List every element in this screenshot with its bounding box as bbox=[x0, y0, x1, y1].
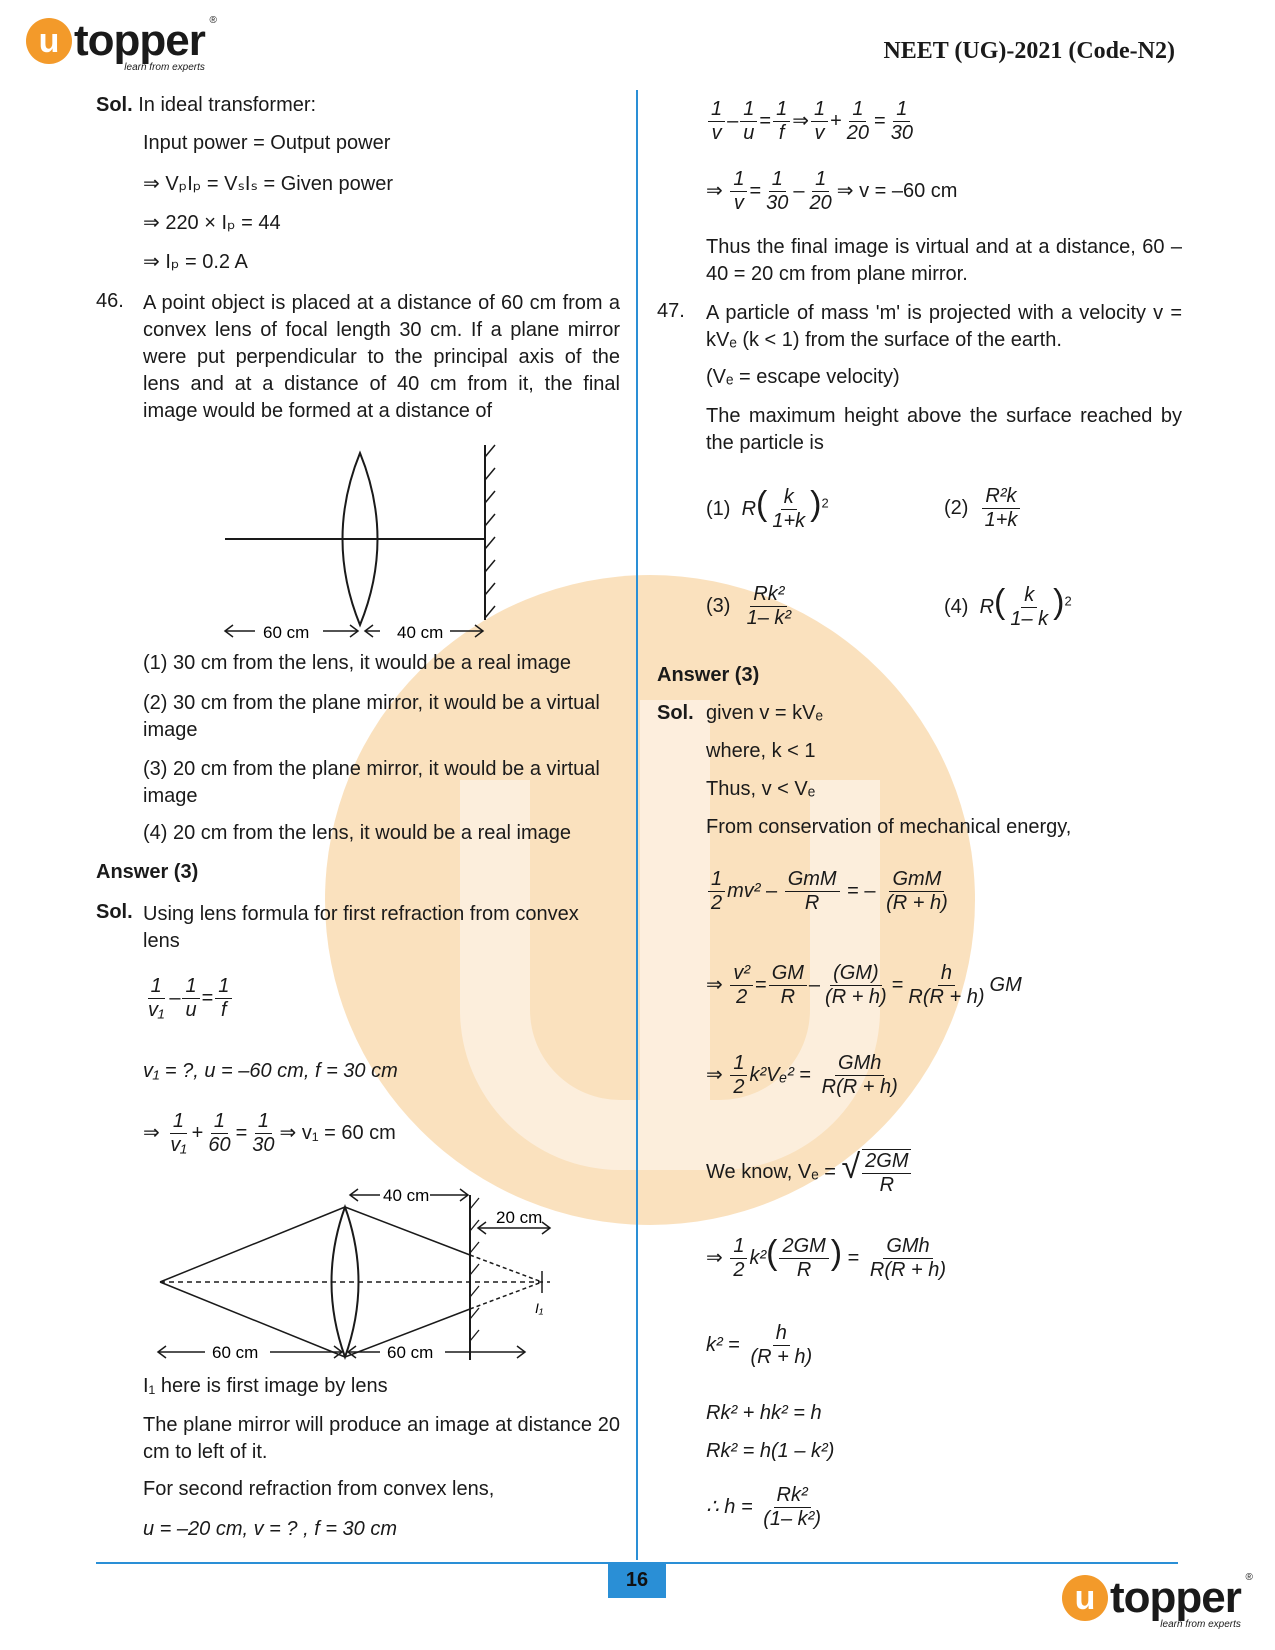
logo-tagline: learn from experts bbox=[124, 62, 205, 73]
header-logo bbox=[26, 15, 217, 73]
fig2-label-i1: I₁ bbox=[535, 1300, 544, 1316]
q47-number: 47. bbox=[657, 300, 685, 322]
sol47-where: where, k < 1 bbox=[706, 740, 816, 762]
q47-answer: Answer (3) bbox=[657, 664, 760, 686]
i1-text: I₁ here is first image by lens bbox=[143, 1375, 388, 1397]
fig2-label-60b: 60 cm bbox=[387, 1343, 434, 1360]
conclusion-text: Thus the final image is virtual and at a distance, 60 – 40 = 20 cm from plane mirror. bbox=[706, 236, 1182, 285]
given-values: v₁ = ?, u = –60 cm, f = 30 cm bbox=[143, 1060, 398, 1082]
exam-title: NEET (UG)-2021 (Code-N2) bbox=[883, 38, 1175, 64]
eq1: $\frac{1}{v}$ – $\frac{1}{u}$ = $\frac{1}{f}$ ⇒ $\frac{1}{v}$ + $\frac{1}{20}$ = $\frac{1}{30}$ bbox=[706, 98, 918, 145]
sol47-given: given v = kVₑ bbox=[706, 702, 823, 724]
eq-b: ⇒ $\frac{\text{v²}}{2}$ = $\frac{GM}{R}$ – $\frac{(GM)}{(R + h)}$ = $\frac{h}{R(R + h)}$ GM bbox=[706, 962, 1022, 1008]
mirror-text: The plane mirror will produce an image at distance 20 cm to left of it. bbox=[143, 1414, 620, 1463]
footer-logo-tagline: learn from experts bbox=[1160, 1619, 1241, 1630]
fig2-label-60a: 60 cm bbox=[212, 1343, 259, 1360]
q46-option-1: (1) 30 cm from the lens, it would be a real image bbox=[143, 652, 571, 674]
q47-option-4[interactable]: (4) R( $\frac{k}{1- k}$ )$^2$ bbox=[944, 583, 1072, 631]
registered-mark: ® bbox=[209, 15, 217, 26]
footer-logo-u-icon: u bbox=[1062, 1575, 1108, 1621]
page-number: 16 bbox=[608, 1562, 666, 1598]
eq-g: Rk² = h(1 – k²) bbox=[706, 1440, 835, 1462]
q47-option-3[interactable]: (3) $\frac{\text{Rk²}}{\text{1– k²}}$ bbox=[706, 583, 792, 629]
sol45-line3: ⇒ 220 × Iₚ = 44 bbox=[143, 212, 281, 234]
second-values: u = –20 cm, v = ? , f = 30 cm bbox=[143, 1518, 398, 1540]
fig1-label-60: 60 cm bbox=[263, 623, 310, 642]
sol46-label: Sol. bbox=[96, 901, 133, 923]
sol47-thus: Thus, v < Vₑ bbox=[706, 778, 816, 800]
q46-number: 46. bbox=[96, 290, 124, 312]
sol45-line2: ⇒ VₚIₚ = VₛIₛ = Given power bbox=[143, 173, 394, 195]
we-know: We know, Vₑ = √ $\frac{2GM}{R}$ bbox=[706, 1148, 913, 1197]
eq-h: ∴ h = $\frac{\text{Rk²}}{\text{(1– k²)}}$ bbox=[706, 1484, 821, 1530]
q46-text: A point object is placed at a distance of 60 cm from a convex lens of focal length 30 cm. If a plane mirror were put perpendicular to the principal axis of the lens and at a distance of 40 cm from it, the final image would be formed at a distance of bbox=[143, 292, 620, 422]
eq-d: ⇒ $\frac{1}{2}$ k²( $\frac{2GM}{R}$ ) = $\frac{\text{GMh}}{R(R + h)}$ bbox=[706, 1234, 947, 1282]
eq-e: k² = $\frac{h}{(R + h)}$ bbox=[706, 1322, 813, 1368]
footer-logo-word: topper bbox=[1110, 1573, 1241, 1622]
footer-logo bbox=[1062, 1572, 1253, 1630]
sol45-line4: ⇒ Iₚ = 0.2 A bbox=[143, 251, 248, 273]
fig1-label-40: 40 cm bbox=[397, 623, 444, 642]
eq-v1: ⇒ $\frac{1}{\text{v₁}}$ + $\frac{1}{60}$ = $\frac{1}{30}$ ⇒ v₁ = 60 cm bbox=[143, 1110, 396, 1156]
sol46-text: Using lens formula for first refraction from convex lens bbox=[143, 903, 579, 952]
figure-ray-diagram bbox=[150, 1185, 570, 1360]
q46-answer: Answer (3) bbox=[96, 861, 199, 883]
sol47-label: Sol. bbox=[657, 702, 694, 724]
column-divider bbox=[636, 90, 638, 1560]
eq2: ⇒ $\frac{1}{v}$ = $\frac{1}{30}$ – $\frac{1}{20}$ ⇒ v = –60 cm bbox=[706, 168, 958, 214]
footer-registered-mark: ® bbox=[1245, 1572, 1253, 1583]
q47-text: A particle of mass 'm' is projected with a velocity v = kVₑ (k < 1) from the surface of the earth. bbox=[706, 302, 1182, 351]
eq-a: $\frac{1}{2}$ mv² – $\frac{\text{GmM}}{R}$ = – $\frac{\text{GmM}}{(R + h)}$ bbox=[706, 868, 953, 915]
q47-option-1[interactable]: (1) R( $\frac{k}{1+k}$ )$^2$ bbox=[706, 485, 829, 533]
logo-word: topper bbox=[74, 16, 205, 65]
sol47-energy: From conservation of mechanical energy, bbox=[706, 816, 1072, 838]
q46-option-3: (3) 20 cm from the plane mirror, it would be a virtual image bbox=[143, 758, 600, 807]
watermark-logo-arrow bbox=[640, 700, 710, 1100]
sol45-line1: Input power = Output power bbox=[143, 132, 391, 154]
fig2-label-20: 20 cm bbox=[496, 1208, 543, 1227]
sol45: Sol. In ideal transformer: bbox=[96, 94, 317, 116]
q46-option-2: (2) 30 cm from the plane mirror, it would be a virtual image bbox=[143, 692, 600, 741]
eq-c: ⇒ $\frac{1}{2}$ k²Vₑ² = $\frac{\text{GMh}}{R(R + h)}$ bbox=[706, 1052, 898, 1098]
q47-option-2[interactable]: (2) $\frac{\text{R²k}}{1+k}$ bbox=[944, 485, 1022, 532]
q47-text2: The maximum height above the surface reached by the particle is bbox=[706, 405, 1182, 454]
eq-f: Rk² + hk² = h bbox=[706, 1402, 822, 1424]
second-refraction: For second refraction from convex lens, bbox=[143, 1478, 495, 1500]
lens-formula: $\frac{1}{\text{v₁}}$ – $\frac{1}{u}$ = $\frac{1}{f}$ bbox=[143, 975, 234, 1022]
fig2-label-40: 40 cm bbox=[383, 1186, 430, 1205]
q47-ve: (Vₑ = escape velocity) bbox=[706, 366, 900, 388]
figure-lens-mirror bbox=[215, 435, 505, 645]
q46-option-4: (4) 20 cm from the lens, it would be a real image bbox=[143, 822, 571, 844]
logo-u-icon: u bbox=[26, 18, 72, 64]
